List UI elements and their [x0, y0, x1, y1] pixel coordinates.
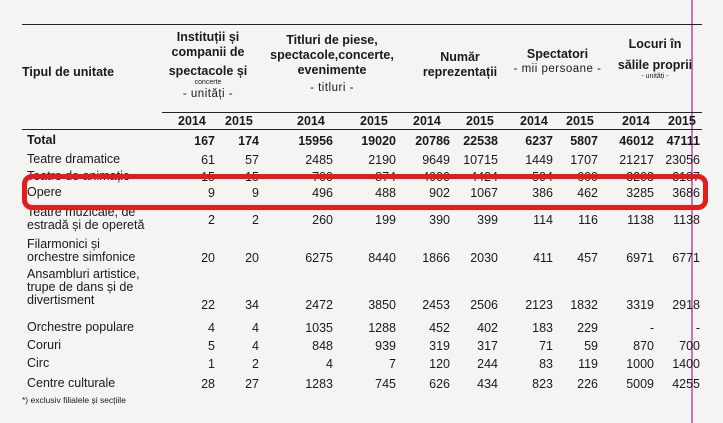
table-cell: 874 — [375, 170, 396, 184]
year-label: 2014 — [622, 114, 650, 128]
header-bottom-rule — [22, 129, 702, 130]
table-cell: 700 — [312, 170, 333, 184]
table-cell: 457 — [577, 251, 598, 265]
table-cell: 6971 — [626, 251, 654, 265]
table-cell: 870 — [633, 339, 654, 353]
table-cell: 20 — [245, 251, 259, 265]
year-label: 2015 — [668, 114, 696, 128]
header-unit-type: Tipul de unitate — [22, 65, 115, 79]
table-cell: 823 — [532, 377, 553, 391]
year-label: 2015 — [225, 114, 253, 128]
table-cell: 229 — [577, 321, 598, 335]
table-cell: 462 — [577, 186, 598, 200]
row-label: Centre culturale — [27, 376, 116, 390]
table-cell: 244 — [477, 357, 498, 371]
table-cell: 594 — [532, 170, 553, 184]
row-label: Teatre muzicale, de estradă și de operetă — [27, 205, 145, 232]
top-rule — [22, 24, 702, 25]
table-cell: 15956 — [298, 134, 333, 148]
table-cell: 1400 — [672, 357, 700, 371]
table-cell: 848 — [312, 339, 333, 353]
row-label: Orchestre populare — [27, 320, 135, 334]
table-cell: 20786 — [415, 134, 450, 148]
table-cell: 199 — [375, 213, 396, 227]
table-cell: 4 — [252, 339, 259, 353]
table-cell: 9649 — [422, 153, 450, 167]
table-cell: 46012 — [619, 134, 654, 148]
year-label: 2014 — [520, 114, 548, 128]
table-cell: 434 — [477, 377, 498, 391]
table-cell: 22538 — [463, 134, 498, 148]
header-titles: Titluri de piese, spectacole,concerte, evenimente - titluri - — [270, 33, 394, 94]
table-cell: 700 — [679, 339, 700, 353]
table-cell: 2 — [252, 213, 259, 227]
header-performances: Număr reprezentații — [422, 50, 498, 79]
table-cell: 119 — [578, 357, 598, 371]
year-label: 2014 — [178, 114, 206, 128]
table-cell: 1283 — [305, 377, 333, 391]
table-cell: 7 — [389, 357, 396, 371]
table-cell: 496 — [312, 186, 333, 200]
table-cell: 4424 — [470, 170, 498, 184]
table-cell: 319 — [429, 339, 450, 353]
table-cell: 167 — [194, 134, 215, 148]
table-cell: 6275 — [305, 251, 333, 265]
table-cell: 34 — [245, 298, 259, 312]
row-label: Teatre dramatice — [27, 152, 121, 166]
year-label: 2014 — [297, 114, 325, 128]
header-seats: Locuri în sălile proprii - unități - — [617, 37, 693, 80]
table-cell: 2918 — [672, 298, 700, 312]
table-cell: 10715 — [463, 153, 498, 167]
table-cell: 3850 — [368, 298, 396, 312]
year-label: 2014 — [413, 114, 441, 128]
table-cell: 2 — [252, 357, 259, 371]
table-cell: 114 — [533, 213, 553, 227]
table-cell: 57 — [245, 153, 259, 167]
table-cell: 3285 — [626, 186, 654, 200]
table-cell: 1000 — [626, 357, 654, 371]
year-label: 2015 — [566, 114, 594, 128]
table-cell: 15 — [201, 170, 215, 184]
table-cell: 600 — [577, 170, 598, 184]
table-cell: 1 — [208, 357, 215, 371]
table-cell: 399 — [477, 213, 498, 227]
table-cell: 1138 — [627, 213, 654, 227]
table-cell: 1067 — [470, 186, 498, 200]
table-cell: 317 — [477, 339, 498, 353]
table-cell: 386 — [532, 186, 553, 200]
table-cell: 402 — [477, 321, 498, 335]
table-cell: 2453 — [422, 298, 450, 312]
table-cell: 452 — [429, 321, 450, 335]
year-label: 2015 — [466, 114, 494, 128]
table-cell: 4255 — [672, 377, 700, 391]
table-cell: 23056 — [665, 153, 700, 167]
table-cell: 6771 — [672, 251, 700, 265]
year-top-rule — [162, 112, 702, 113]
table-cell: 1866 — [422, 251, 450, 265]
table-cell: 3686 — [672, 186, 700, 200]
table-cell: 83 — [539, 357, 553, 371]
table-cell: 1707 — [570, 153, 598, 167]
table-cell: 116 — [578, 213, 598, 227]
table-cell: 4 — [208, 321, 215, 335]
row-label: Circ — [27, 356, 50, 370]
table-cell: 19020 — [361, 134, 396, 148]
table-cell: 22 — [201, 298, 215, 312]
table-cell: 8440 — [368, 251, 396, 265]
row-label: Coruri — [27, 338, 62, 352]
table-cell: 488 — [375, 186, 396, 200]
row-label: Opere — [27, 185, 62, 199]
highlight-box — [22, 174, 708, 210]
table-cell: 2506 — [470, 298, 498, 312]
row-label: Teatre de animație — [27, 169, 130, 183]
table-cell: 183 — [532, 321, 553, 335]
table-cell: 1288 — [368, 321, 396, 335]
table-cell: 27 — [245, 377, 259, 391]
table-cell: 1449 — [525, 153, 553, 167]
table-cell: 61 — [201, 153, 215, 167]
table-cell: 3203 — [626, 170, 654, 184]
table-cell: 2485 — [305, 153, 333, 167]
table-cell: 226 — [577, 377, 598, 391]
row-label: Filarmonici și orchestre simfonice — [27, 237, 136, 264]
table-cell: - — [649, 321, 654, 335]
table-cell: 6237 — [525, 134, 553, 148]
table-cell: 626 — [429, 377, 450, 391]
table-cell: 2 — [208, 213, 215, 227]
table-cell: 9 — [252, 186, 259, 200]
table-cell: 260 — [312, 213, 333, 227]
table-cell: 5009 — [626, 377, 654, 391]
table-cell: 9 — [208, 186, 215, 200]
table-cell: 411 — [533, 251, 553, 265]
table-cell: 2472 — [305, 298, 333, 312]
table-cell: 939 — [375, 339, 396, 353]
footnote: *) exclusiv filialele și secțiile — [22, 395, 126, 405]
table-cell: 2030 — [470, 251, 498, 265]
table-cell: 1035 — [305, 321, 333, 335]
table-cell: 59 — [584, 339, 598, 353]
header-institutions: Instituții și companii de spectacole și concerte - unități - — [168, 30, 248, 100]
table-cell: 21217 — [619, 153, 654, 167]
table-cell: 5 — [208, 339, 215, 353]
table-cell: 2190 — [368, 153, 396, 167]
table-cell: 3319 — [626, 298, 654, 312]
table-cell: 4000 — [422, 170, 450, 184]
table-cell: 174 — [238, 134, 259, 148]
table-cell: - — [695, 321, 700, 335]
row-label: Total — [27, 133, 56, 147]
table-cell: 71 — [539, 339, 553, 353]
table-cell: 20 — [201, 251, 215, 265]
table-cell: 1832 — [570, 298, 598, 312]
table-cell: 15 — [245, 170, 259, 184]
table-cell: 745 — [375, 377, 396, 391]
table-cell: 5807 — [570, 134, 598, 148]
table-cell: 47111 — [666, 134, 700, 148]
table-cell: 1138 — [673, 213, 700, 227]
table-cell: 28 — [201, 377, 215, 391]
row-label: Ansambluri artistice, trupe de dans și de divertisment — [27, 267, 140, 307]
table-cell: 4 — [252, 321, 259, 335]
header-spectators: Spectatori - mii persoane - — [513, 47, 602, 75]
table-cell: 3187 — [672, 170, 700, 184]
table-cell: 390 — [429, 213, 450, 227]
table-cell: 120 — [429, 357, 450, 371]
year-label: 2015 — [360, 114, 388, 128]
table-cell: 4 — [326, 357, 333, 371]
table-cell: 2123 — [525, 298, 553, 312]
table-cell: 902 — [429, 186, 450, 200]
